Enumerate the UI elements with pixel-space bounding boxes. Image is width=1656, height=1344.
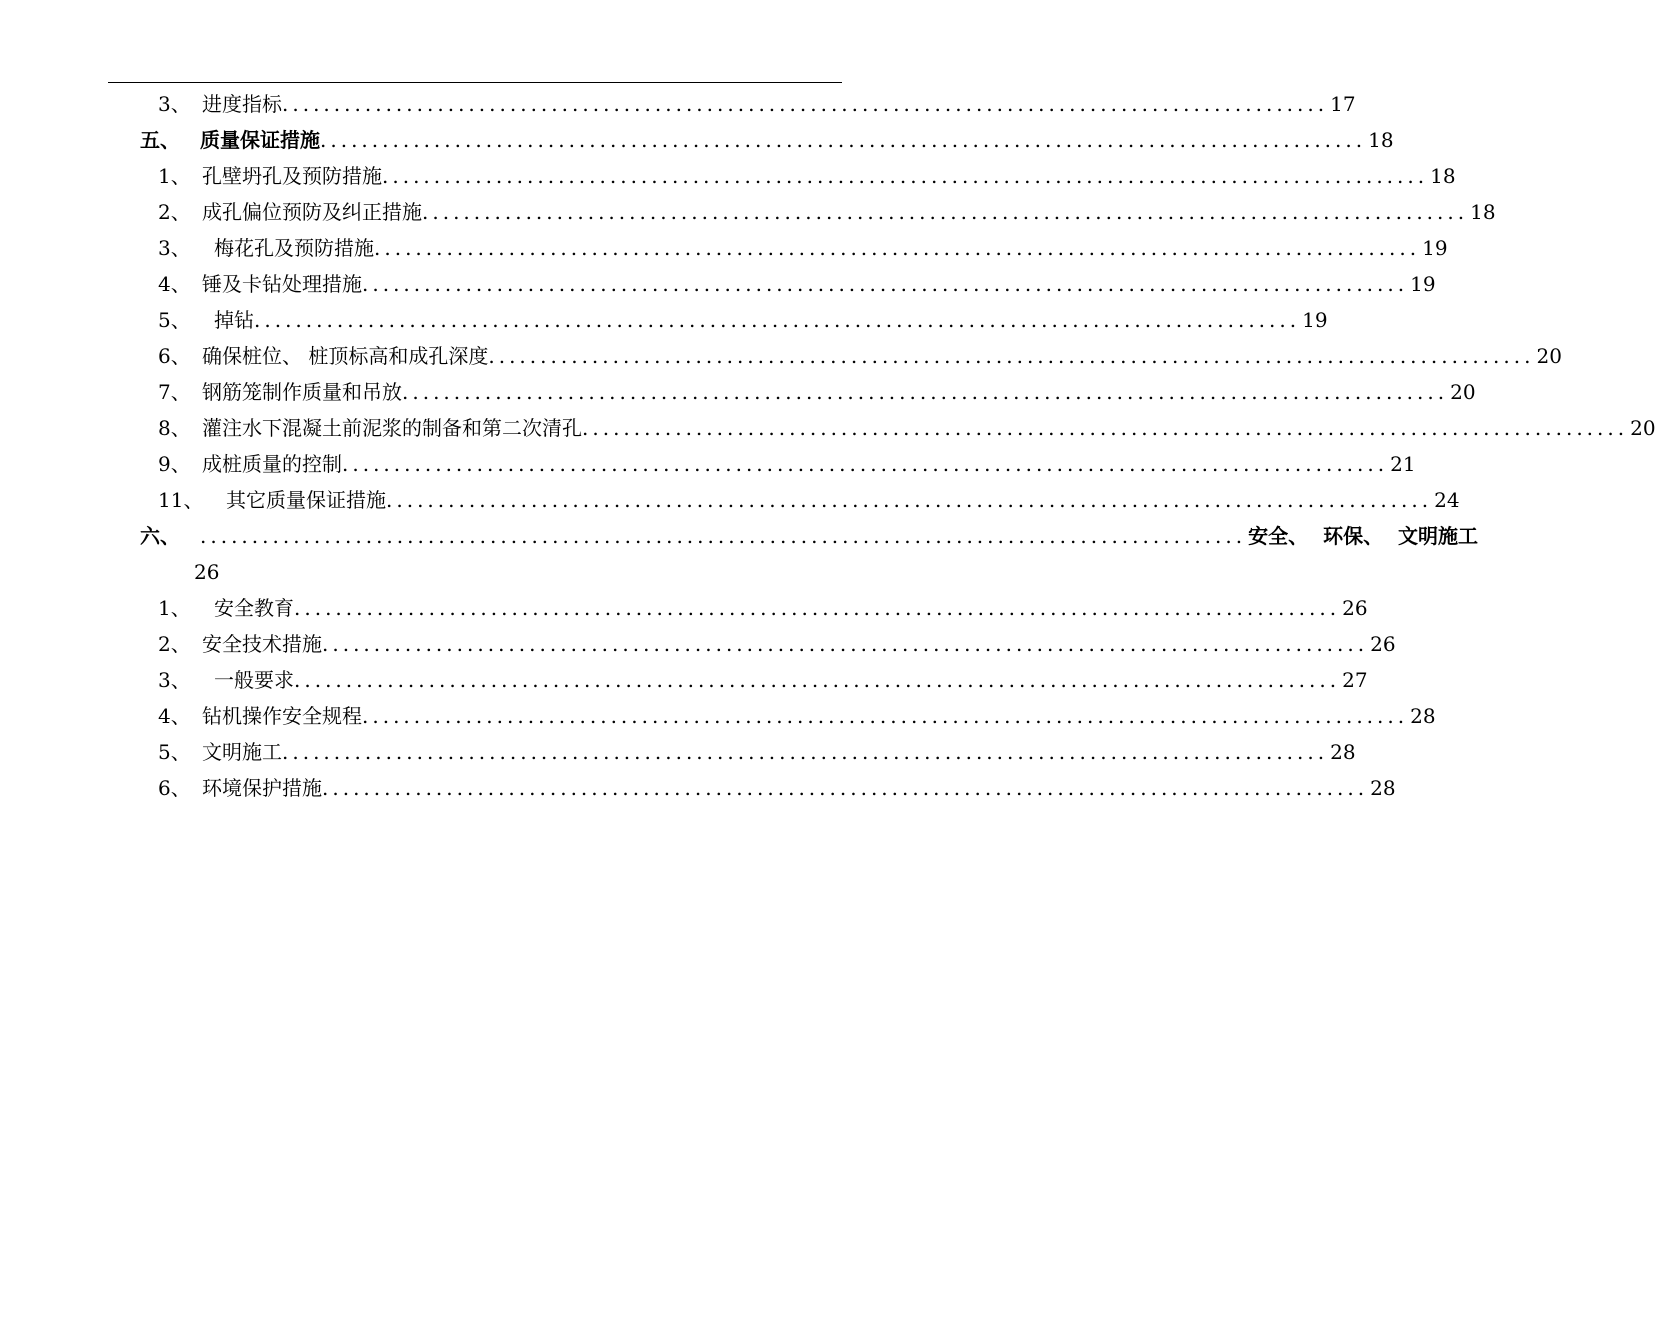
toc-entry[interactable] xyxy=(140,266,1436,302)
toc-entry-number: 7、 xyxy=(158,380,191,404)
toc-entry-number: 六、 xyxy=(140,524,180,548)
toc-entry-title: 梅花孔及预防措施 xyxy=(214,236,374,260)
toc-leader-dots: ..................................................................................................... xyxy=(582,416,1629,440)
toc-leader-dots: ..................................................................................................... xyxy=(282,92,1329,116)
toc-entry-title: 钢筋笼制作质量和吊放 xyxy=(202,380,402,404)
toc-entry[interactable] xyxy=(140,770,1396,806)
toc-entry-title: 成孔偏位预防及纠正措施 xyxy=(202,200,422,224)
toc-entry[interactable] xyxy=(140,446,1416,482)
toc-entry-number: 6、 xyxy=(158,344,191,368)
toc-entry-page: 18 xyxy=(1470,200,1496,224)
toc-entry-number: 9、 xyxy=(158,452,191,476)
toc-entry-title: 一般要求 xyxy=(214,668,294,692)
toc-leader-dots: ..................................................................................................... xyxy=(322,776,1369,800)
toc-entry-title: 掉钻 xyxy=(214,308,254,332)
toc-entry[interactable] xyxy=(140,302,1328,338)
toc-entry[interactable] xyxy=(140,698,1436,734)
toc-entry-title: 环境保护措施 xyxy=(202,776,322,800)
toc-entry-number: 5、 xyxy=(158,740,191,764)
toc-entry-number: 11、 xyxy=(158,488,204,512)
toc-entry-number: 五、 xyxy=(140,128,180,152)
toc-entry-page: 21 xyxy=(1390,452,1416,476)
toc-entry-page: 19 xyxy=(1422,236,1448,260)
toc-entry-number: 1、 xyxy=(158,164,191,188)
toc-entry-title: 质量保证措施 xyxy=(200,128,320,152)
toc-entry-page: 19 xyxy=(1302,308,1328,332)
toc-entry-page: 26 xyxy=(194,560,220,584)
toc-entry-number: 3、 xyxy=(158,236,191,260)
toc-entry-page: 18 xyxy=(1430,164,1456,188)
toc-entry-title: 安全教育 xyxy=(214,596,294,620)
toc-entry-number: 1、 xyxy=(158,596,191,620)
toc-entry[interactable] xyxy=(140,230,1448,266)
toc-leader-dots: ..................................................................................................... xyxy=(294,596,1341,620)
toc-entry-title: 进度指标 xyxy=(202,92,282,116)
toc-leader-dots: ..................................................................................................... xyxy=(402,380,1449,404)
toc-leader-dots: ..................................................................................................... xyxy=(294,668,1341,692)
toc-entry-title: 安全技术措施 xyxy=(202,632,322,656)
header-rule xyxy=(108,82,842,83)
toc-leader-dots: ..................................................................................................... xyxy=(322,632,1369,656)
toc-entry-page: 20 xyxy=(1536,344,1562,368)
toc-entry-page: 28 xyxy=(1370,776,1396,800)
toc-entry-number: 6、 xyxy=(158,776,191,800)
toc-entry-title: 灌注水下混凝土前泥浆的制备和第二次清孔 xyxy=(202,416,582,440)
toc-entry[interactable] xyxy=(140,158,1456,194)
toc-entry-number: 3、 xyxy=(158,668,191,692)
toc-entry-title: 钻机操作安全规程 xyxy=(202,704,362,728)
toc-leader-dots: ..................................................................................................... xyxy=(362,704,1409,728)
toc-entry-number: 4、 xyxy=(158,704,191,728)
toc-entry[interactable] xyxy=(140,410,1656,446)
toc-entry-number: 2、 xyxy=(158,200,191,224)
toc-entry[interactable] xyxy=(140,122,1394,158)
toc-entry-page: 18 xyxy=(1368,128,1394,152)
toc-entry-page: 26 xyxy=(1342,596,1368,620)
toc-entry[interactable] xyxy=(140,662,1368,698)
toc-leader-dots: ..................................................................................................... xyxy=(282,740,1329,764)
toc-leader-dots: ..................................................................................................... xyxy=(422,200,1469,224)
toc-leader-dots: ..................................................................................................... xyxy=(320,128,1367,152)
toc-leader-dots: ..................................................................................................... xyxy=(200,524,1247,548)
toc-entry-title: 孔壁坍孔及预防措施 xyxy=(202,164,382,188)
toc-leader-dots: ..................................................................................................... xyxy=(254,308,1301,332)
toc-leader-dots: ..................................................................................................... xyxy=(488,344,1535,368)
toc-entry-title: 锤及卡钻处理措施 xyxy=(202,272,362,296)
toc-entry-number: 3、 xyxy=(158,92,191,116)
toc-entry[interactable] xyxy=(140,374,1476,410)
toc-entry-number: 5、 xyxy=(158,308,191,332)
toc-entry-page: 24 xyxy=(1434,488,1460,512)
toc-leader-dots: ..................................................................................................... xyxy=(362,272,1409,296)
toc-entry-page: 26 xyxy=(1370,632,1396,656)
toc-entry-page: 17 xyxy=(1330,92,1356,116)
toc-entry-page: 20 xyxy=(1630,416,1656,440)
toc-leader-dots: ..................................................................................................... xyxy=(382,164,1429,188)
toc-entry[interactable] xyxy=(140,338,1562,374)
toc-leader-dots: ..................................................................................................... xyxy=(374,236,1421,260)
toc-entry[interactable] xyxy=(140,86,1356,122)
toc-leader-dots: ..................................................................................................... xyxy=(386,488,1433,512)
toc-entry-title: 其它质量保证措施 xyxy=(226,488,386,512)
toc-entry-number: 8、 xyxy=(158,416,191,440)
toc-entry-page: 28 xyxy=(1410,704,1436,728)
toc-entry[interactable] xyxy=(140,734,1356,770)
toc-entry[interactable] xyxy=(140,482,1460,518)
toc-entry-title: 确保桩位、 桩顶标高和成孔深度 xyxy=(202,344,489,368)
toc-entry-page: 19 xyxy=(1410,272,1436,296)
toc-entry-number: 2、 xyxy=(158,632,191,656)
toc-entry-page: 28 xyxy=(1330,740,1356,764)
toc-entry-page: 27 xyxy=(1342,668,1368,692)
toc-entry-number: 4、 xyxy=(158,272,191,296)
toc-entry[interactable] xyxy=(140,590,1368,626)
toc-entry-title: 文明施工 xyxy=(202,740,282,764)
toc-entry-title: 成桩质量的控制 xyxy=(202,452,342,476)
toc-entry[interactable] xyxy=(140,194,1496,230)
toc-entry[interactable] xyxy=(140,518,1479,554)
toc-entry-title: 安全、 环保、 文明施工 xyxy=(1248,524,1479,548)
toc-entry[interactable] xyxy=(140,626,1396,662)
toc-entry-page: 20 xyxy=(1450,380,1476,404)
toc-leader-dots: ..................................................................................................... xyxy=(342,452,1389,476)
